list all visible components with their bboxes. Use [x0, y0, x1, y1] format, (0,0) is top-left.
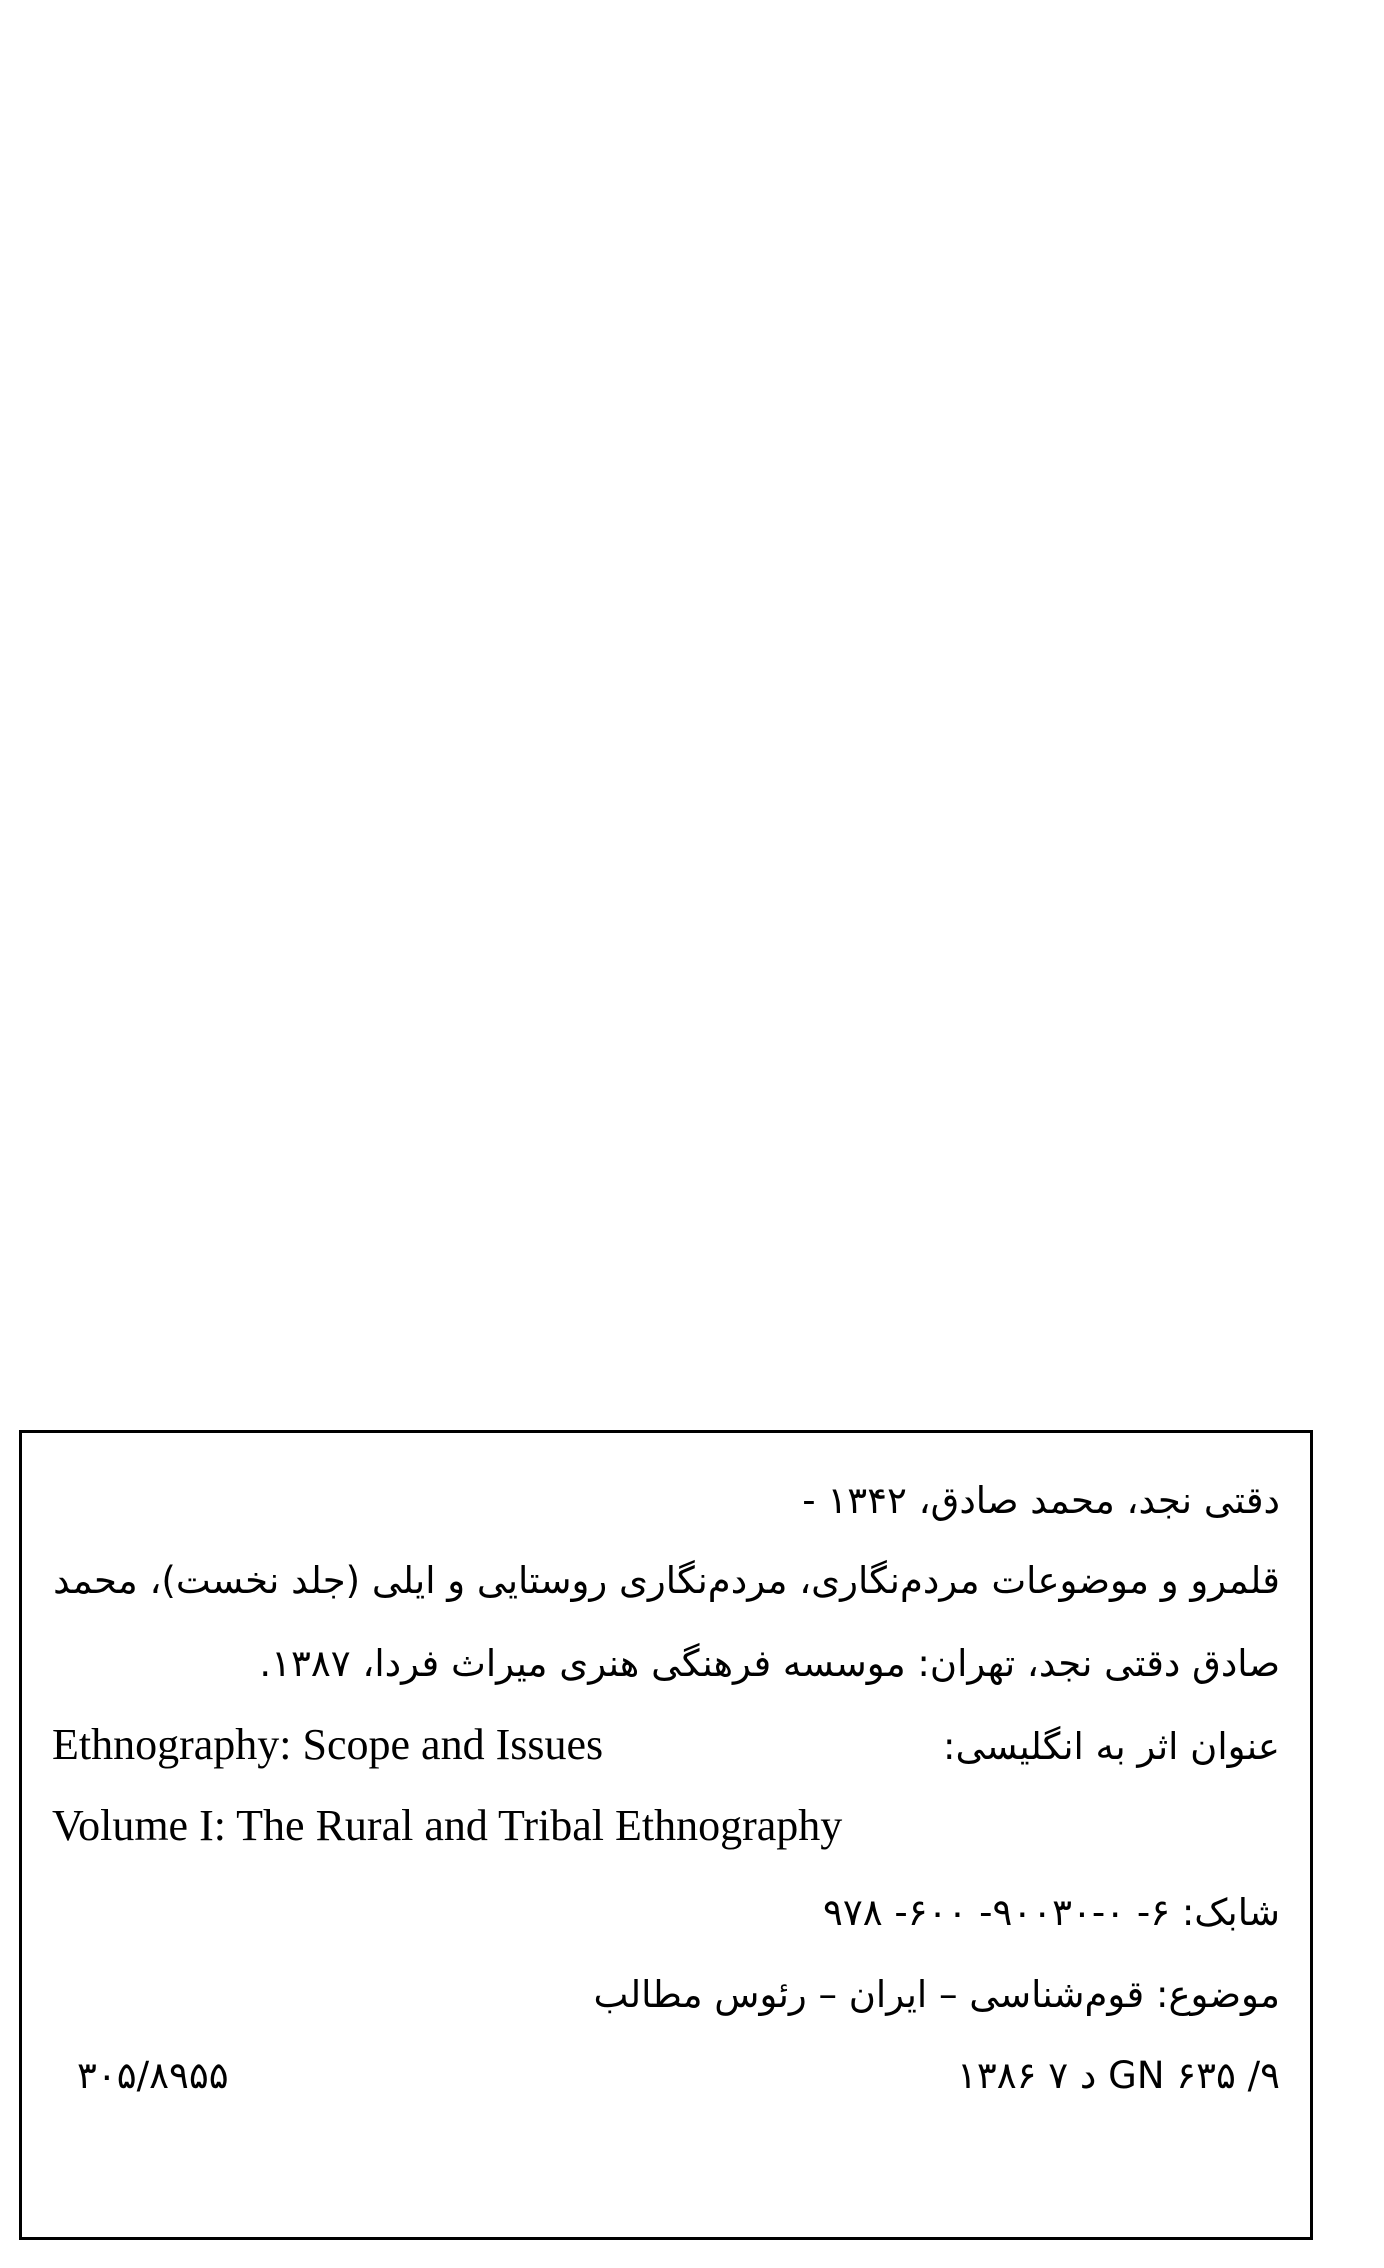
english-title-label: عنوان اثر به انگلیسی: — [943, 1725, 1280, 1768]
author-line: دقتی نجد، محمد صادق، ۱۳۴۲ - — [802, 1479, 1280, 1522]
title-line-2: صادق دقتی نجد، تهران: موسسه فرهنگی هنری میراث فردا، ۱۳۸۷. — [259, 1642, 1280, 1685]
english-title: Ethnography: Scope and Issues — [52, 1720, 604, 1769]
title-line-1: قلمرو و موضوعات مردم‌نگاری، مردم‌نگاری روستایی و ایلی (جلد نخست)، محمد — [53, 1559, 1280, 1602]
subject-line: موضوع: قوم‌شناسی – ایران – رئوس مطالب — [593, 1973, 1280, 2016]
lc-call-number: GN ۶۳۵ /۹ د ۷ ۱۳۸۶ — [957, 2054, 1280, 2097]
english-subtitle: Volume I: The Rural and Tribal Ethnography — [52, 1801, 843, 1850]
dewey-number: ۳۰۵/۸۹۵۵ — [77, 2054, 229, 2097]
catalog-card — [19, 1430, 1313, 2240]
isbn-line: شابک: ۶- ۰-۹۰۰۳۰- ۶۰۰- ۹۷۸ — [822, 1891, 1280, 1934]
